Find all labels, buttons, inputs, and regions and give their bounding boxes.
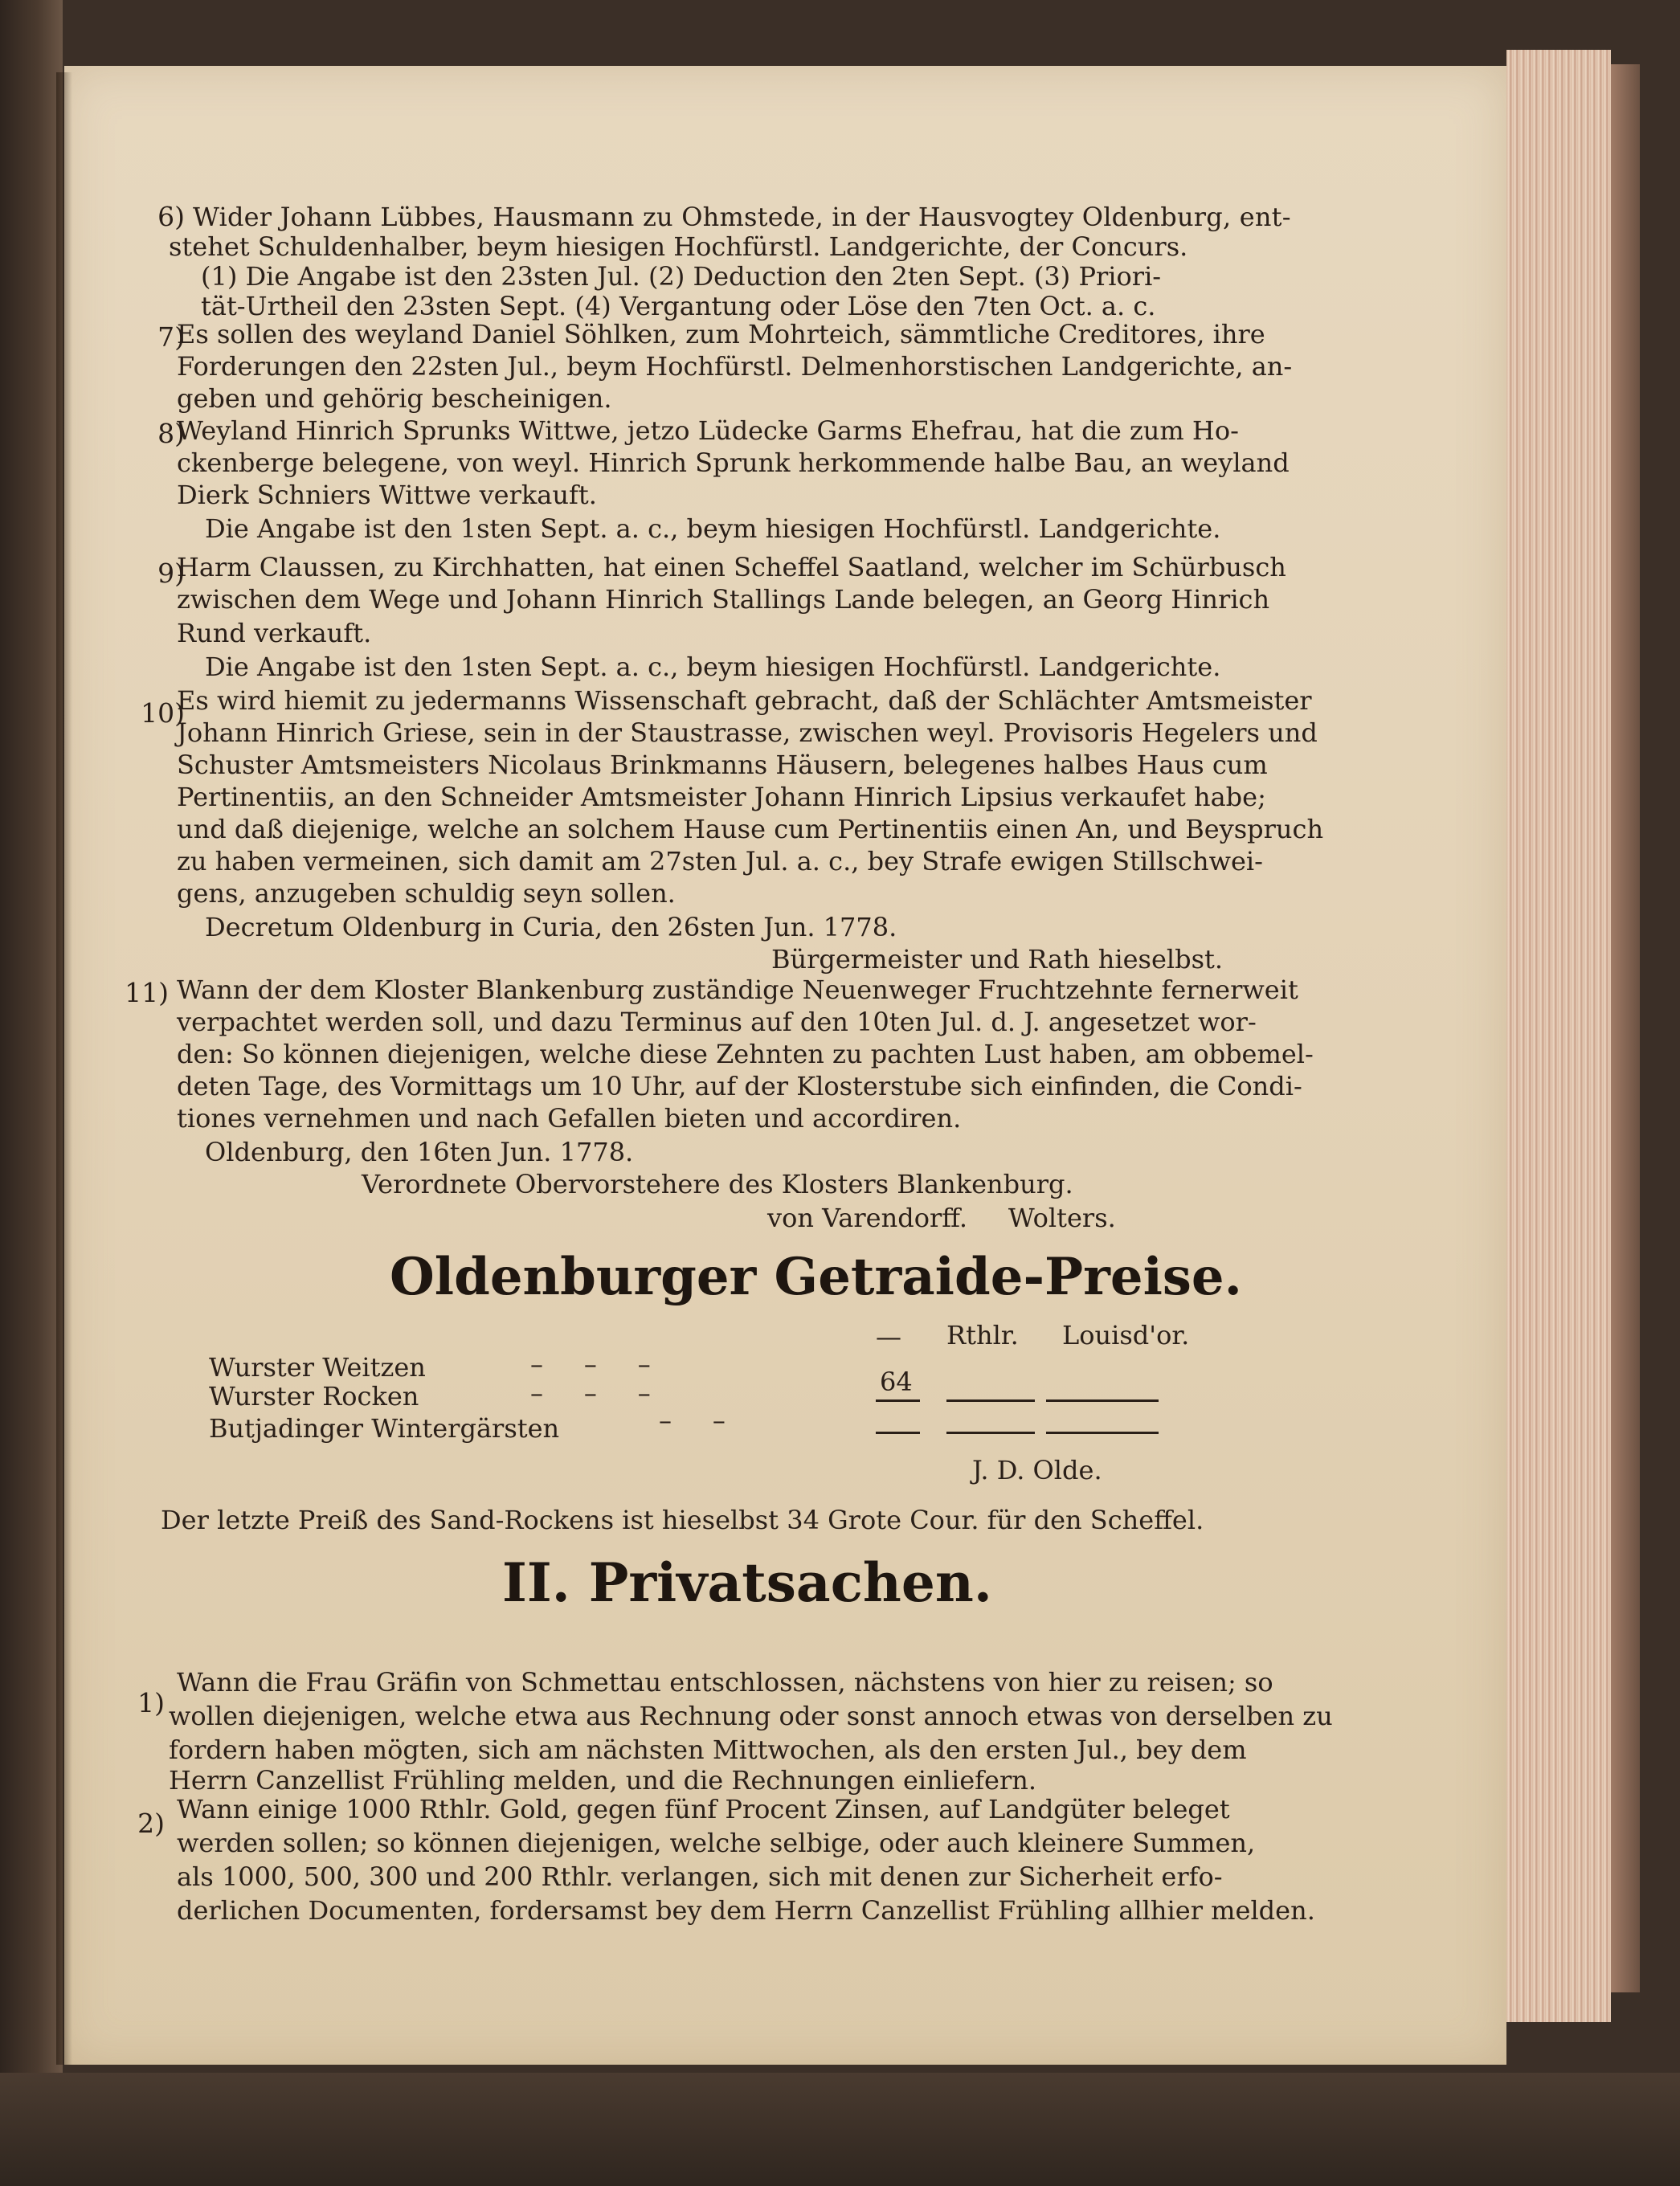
item-line: werden sollen; so können diejenigen, welche selbige, oder auch kleinere Summen, (177, 1828, 1256, 1858)
prices-signature: J. D. Olde. (972, 1455, 1102, 1485)
rule (1046, 1399, 1159, 1402)
item-line: Weyland Hinrich Sprunks Wittwe, jetzo Lüdecke Garms Ehefrau, hat die zum Ho- (177, 415, 1239, 446)
item-line: Die Angabe ist den 1sten Sept. a. c., beym hiesigen Hochfürstl. Landgerichte. (205, 513, 1221, 544)
item-number: 7) (157, 321, 185, 353)
item-line: Pertinentiis, an den Schneider Amtsmeister Johann Hinrich Lipsius verkaufet habe; (177, 782, 1266, 812)
item-number: 1) (137, 1687, 165, 1718)
col-rthlr: Rthlr. (946, 1320, 1019, 1350)
item-line: deten Tage, des Vormittags um 10 Uhr, auf der Klosterstube sich einfinden, die Condi- (177, 1071, 1302, 1101)
item-line: verpachtet werden soll, und dazu Terminus auf den 10ten Jul. d. J. angesetzet wor- (177, 1007, 1257, 1037)
item-line: tiones vernehmen und nach Gefallen bieten und accordiren. (177, 1103, 962, 1134)
item-line: ckenberge belegene, von weyl. Hinrich Sprunk herkommende halbe Bau, an weyland (177, 447, 1290, 478)
item-line: Wann einige 1000 Rthlr. Gold, gegen fünf Procent Zinsen, auf Landgüter beleget (177, 1794, 1230, 1824)
item-line: zwischen dem Wege und Johann Hinrich Stallings Lande belegen, an Georg Hinrich (177, 584, 1270, 615)
signature: Bürgermeister und Rath hieselbst. (771, 944, 1224, 975)
book-cover-bottom (0, 2073, 1680, 2186)
item-line: wollen diejenigen, welche etwa aus Rechnung oder sonst annoch etwas von derselben zu (169, 1701, 1333, 1731)
rule (876, 1399, 920, 1402)
row-dashes: – – – (530, 1378, 651, 1408)
grain-name: Wurster Weitzen (209, 1352, 426, 1383)
item-number: 8) (157, 418, 185, 449)
item-line: tät-Urtheil den 23sten Sept. (4) Vergantung oder Löse den 7ten Oct. a. c. (201, 291, 1156, 321)
item-line: zu haben vermeinen, sich damit am 27sten Jul. a. c., bey Strafe ewigen Stillschwei- (177, 846, 1263, 876)
item-number: 2) (137, 1808, 165, 1839)
item-line: Schuster Amtsmeisters Nicolaus Brinkmanns Häusern, belegenes halbes Haus cum (177, 750, 1268, 780)
header-dash: — (876, 1322, 901, 1352)
signature-names: von Varendorff. Wolters. (767, 1203, 1116, 1233)
item-line: Es wird hiemit zu jedermanns Wissenschaft gebracht, daß der Schlächter Amtsmeister (177, 685, 1312, 716)
col-louisdor: Louisd'or. (1062, 1320, 1190, 1350)
item-line: Oldenburg, den 16ten Jun. 1778. (205, 1137, 634, 1167)
price-value: 64 (880, 1367, 913, 1397)
item-line: Wann die Frau Gräfin von Schmettau entschlossen, nächstens von hier zu reisen; so (177, 1667, 1273, 1698)
document-page (64, 66, 1506, 2065)
signature-line: Verordnete Obervorstehere des Klosters Blankenburg. (362, 1169, 1073, 1199)
item-line: Rund verkauft. (177, 618, 372, 648)
item-line: Die Angabe ist den 1sten Sept. a. c., beym hiesigen Hochfürstl. Landgerichte. (205, 652, 1221, 682)
item-line: Dierk Schniers Wittwe verkauft. (177, 480, 597, 510)
item-line: und daß diejenige, welche an solchem Hause cum Pertinentiis einen An, und Beyspruch (177, 814, 1324, 844)
item-number: 9) (157, 558, 185, 589)
grain-name: Wurster Rocken (209, 1381, 419, 1412)
item-line: Harm Claussen, zu Kirchhatten, hat einen Scheffel Saatland, welcher im Schürbusch (177, 552, 1286, 582)
item-line: Herrn Canzellist Frühling melden, und die Rechnungen einliefern. (169, 1765, 1037, 1796)
item-line: derlichen Documenten, fordersamst bey dem Herrn Canzellist Frühling allhier melden. (177, 1895, 1315, 1926)
prices-title: Oldenburger Getraide-Preise. (390, 1247, 1242, 1307)
book-cover-left (0, 0, 63, 2186)
item-line: gens, anzugeben schuldig seyn sollen. (177, 878, 676, 909)
item-line: als 1000, 500, 300 und 200 Rthlr. verlangen, sich mit denen zur Sicherheit erfo- (177, 1861, 1223, 1892)
item-line: geben und gehörig bescheinigen. (177, 383, 612, 414)
item-line: Es sollen des weyland Daniel Söhlken, zum Mohrteich, sämmtliche Creditores, ihre (177, 319, 1265, 349)
rule (946, 1432, 1035, 1434)
grain-name: Butjadinger Wintergärsten (209, 1413, 560, 1444)
item-line: Forderungen den 22sten Jul., beym Hochfürstl. Delmenhorstischen Landgerichte, an- (177, 351, 1293, 382)
item-number: 11) (125, 977, 169, 1008)
item-line: Decretum Oldenburg in Curia, den 26sten Jun. 1778. (205, 912, 897, 942)
item-line: fordern haben mögten, sich am nächsten Mittwochen, als den ersten Jul., bey dem (169, 1734, 1247, 1765)
item-line: Wider Johann Lübbes, Hausmann zu Ohmstede, in der Hausvogtey Oldenburg, ent- (193, 202, 1291, 232)
item-line: Johann Hinrich Griese, sein in der Staustrasse, zwischen weyl. Provisoris Hegelers und (177, 717, 1318, 748)
section-title: II. Privatsachen. (502, 1551, 992, 1614)
rule (1046, 1432, 1159, 1434)
item-line: den: So können diejenigen, welche diese Zehnten zu pachten Lust haben, am obbemel- (177, 1039, 1314, 1069)
spine-shadow (56, 72, 72, 2065)
page-edges (1506, 50, 1611, 2022)
rule (946, 1399, 1035, 1402)
item-number: 6) (157, 201, 185, 232)
row-dashes: – – (659, 1405, 726, 1436)
item-number: 10) (141, 697, 185, 729)
item-line: stehet Schuldenhalber, beym hiesigen Hochfürstl. Landgerichte, der Concurs. (169, 231, 1188, 262)
item-line: (1) Die Angabe ist den 23sten Jul. (2) Deduction den 2ten Sept. (3) Priori- (201, 261, 1162, 292)
item-line: Wann der dem Kloster Blankenburg zuständige Neuenweger Fruchtzehnte fernerweit (177, 975, 1298, 1005)
rule (876, 1432, 920, 1434)
row-dashes: – – – (530, 1349, 651, 1379)
book-cover-right (1611, 64, 1640, 1992)
prices-note: Der letzte Preiß des Sand-Rockens ist hieselbst 34 Grote Cour. für den Scheffel. (161, 1505, 1204, 1535)
